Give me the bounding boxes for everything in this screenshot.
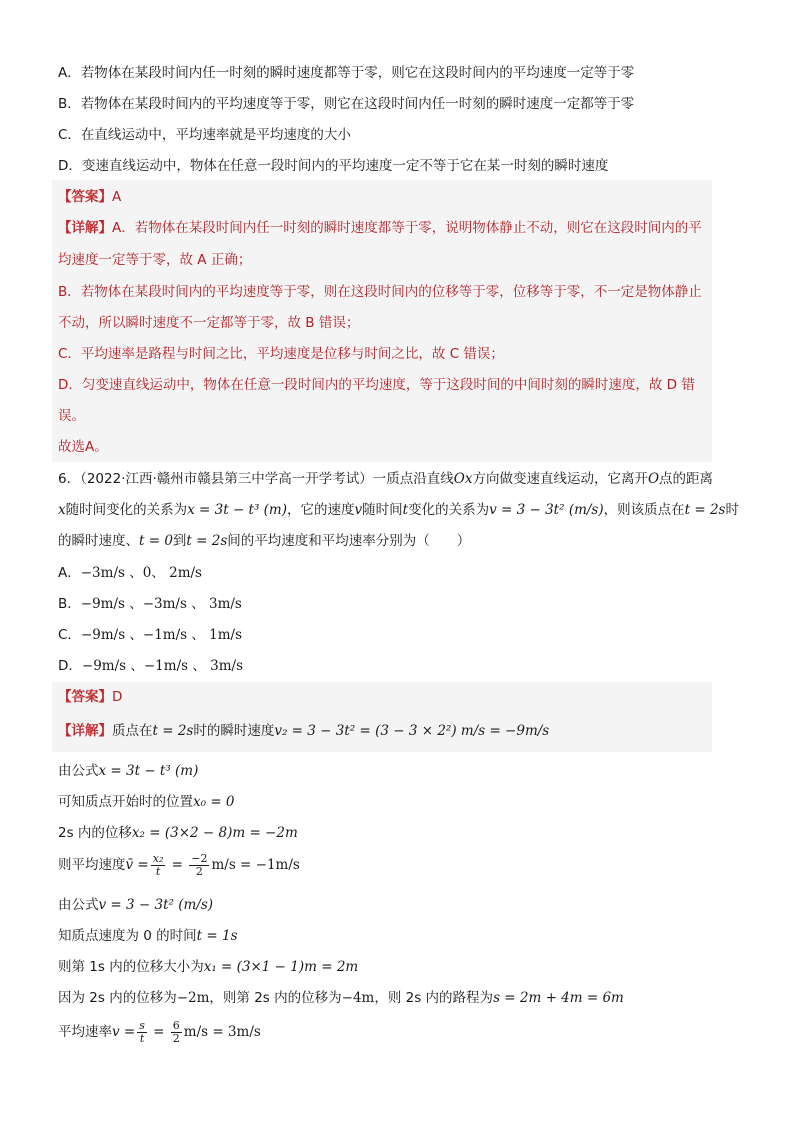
stem-text: 时 [725, 502, 739, 518]
step-text: 因为 2s 内的位移为 [58, 990, 177, 1006]
step-text: 由公式 [58, 897, 99, 913]
fraction-denominator: t [139, 1031, 145, 1045]
q5-detail-a-1 [58, 219, 702, 237]
step-text: 平均速率 [58, 1024, 112, 1040]
q5-detail-a-2: 均速度一定等于零，故 A 正确； [58, 252, 252, 268]
option-value: −9m/s 、−3m/s 、 3m/s [80, 596, 242, 612]
step-text: 则平均速度 [58, 857, 126, 873]
option-label: B． [58, 596, 81, 612]
q6-stem-line2 [58, 501, 739, 519]
fraction-numerator: 6 [172, 1018, 180, 1032]
stem-var: x [58, 502, 66, 518]
q6-option-d [58, 657, 243, 675]
q6-step-6 [58, 927, 238, 945]
detail-tag: 【详解】 [58, 220, 112, 236]
step-formula: v = [112, 1024, 136, 1040]
step-text: 2s 内的位移 [58, 825, 132, 841]
step-formula: = [148, 1024, 169, 1040]
stem-var: t [402, 502, 409, 518]
step-formula: m/s = 3m/s [183, 1024, 261, 1040]
fraction-denominator: t [155, 864, 161, 878]
stem-var: Ox [453, 471, 473, 487]
fraction [189, 853, 209, 878]
option-label: A． [58, 565, 81, 581]
q6-step-3 [58, 824, 298, 842]
answer-value: A [112, 189, 122, 205]
stem-text: 点的距离 [659, 471, 714, 487]
q6-answer-block [52, 682, 712, 752]
q5-detail-b-2: 不动，所以瞬时速度不一定都等于零，故 B 错误； [58, 315, 360, 331]
q6-step-8 [58, 989, 624, 1007]
q5-detail-b-1: B．若物体在某段时间内的平均速度等于零，则在这段时间内的位移等于零，位移等于零，不一定是物体静止 [58, 284, 702, 300]
stem-text: ，则该质点在 [603, 502, 685, 518]
stem-text: 变化的关系为 [408, 502, 490, 518]
stem-text: 方向做变速直线运动，它离开 [472, 471, 648, 487]
step-formula: x₀ = 0 [193, 794, 235, 810]
stem-formula: x = 3t − t³ (m) [187, 502, 288, 518]
option-value: −3m/s 、0、 2m/s [80, 565, 202, 581]
detail-tag: 【详解】 [58, 723, 112, 739]
detail-formula: v₂ = 3 − 3t² = (3 − 3 × 2²) m/s = −9m/s [274, 723, 550, 739]
option-label: C． [58, 627, 81, 643]
step-formula: x₁ = (3×1 − 1)m = 2m [203, 959, 359, 975]
step-formula: −4m [341, 990, 375, 1006]
q6-option-a [58, 564, 202, 582]
stem-formula: t = 0 [139, 533, 173, 549]
detail-formula: t = 2s [152, 723, 194, 739]
step-formula: −2m [176, 990, 210, 1006]
detail-text: 质点在 [112, 723, 153, 739]
q6-stem-line1 [58, 470, 713, 488]
detail-text: 时的瞬时速度 [193, 723, 275, 739]
step-formula: t = 1s [196, 928, 238, 944]
step-formula: x = 3t − t³ (m) [98, 763, 199, 779]
stem-formula: t = 2s [186, 533, 228, 549]
step-text: 则第 1s 内的位移大小为 [58, 959, 204, 975]
stem-text: ，它的速度 [287, 502, 355, 518]
q6-step-1 [58, 762, 198, 780]
q6-step-2 [58, 793, 235, 811]
fraction-denominator: 2 [195, 864, 203, 878]
q6-option-b [58, 595, 242, 613]
q6-step-5 [58, 896, 213, 914]
stem-text: 随时间变化的关系为 [65, 502, 188, 518]
step-text: ，则 2s 内的路程为 [374, 990, 494, 1006]
option-label: D． [58, 658, 82, 674]
fraction [171, 1020, 182, 1045]
answer-value: D [112, 689, 123, 705]
q5-option-a: A．若物体在某段时间内任一时刻的瞬时速度都等于零，则它在这段时间内的平均速度一定等于零 [58, 65, 635, 81]
detail-text: A．若物体在某段时间内任一时刻的瞬时速度都等于零，说明物体静止不动，则它在这段时间内的平 [112, 220, 702, 236]
step-formula: v = 3 − 3t² (m/s) [98, 897, 214, 913]
step-formula: s = 2m + 4m = 6m [493, 990, 624, 1006]
q5-detail-c: C．平均速率是路程与时间之比，平均速度是位移与时间之比，故 C 错误； [58, 346, 504, 362]
stem-formula: t = 2s [684, 502, 726, 518]
step-text: 可知质点开始时的位置 [58, 794, 193, 810]
fraction [151, 853, 166, 878]
fraction-denominator: 2 [172, 1031, 180, 1045]
q5-detail-d-1: D．匀变速直线运动中，物体在任意一段时间内的平均速度，等于这段时间的中间时刻的瞬时速度，故 D 错 [58, 377, 695, 393]
fraction-numerator: −2 [191, 851, 208, 865]
stem-text: 随时间 [362, 502, 403, 518]
q5-option-b: B．若物体在某段时间内的平均速度等于零，则它在这段时间内任一时刻的瞬时速度一定都等于零 [58, 96, 635, 112]
step-text: 知质点速度为 0 的时间 [58, 928, 197, 944]
q5-conclusion: 故选A。 [58, 439, 108, 455]
stem-text: 的瞬时速度、 [58, 533, 139, 549]
step-formula: v̄ = [125, 857, 149, 873]
q6-option-c [58, 626, 242, 644]
answer-tag: 【答案】 [58, 189, 112, 205]
stem-var: v [354, 502, 363, 518]
q6-step-9 [58, 1019, 261, 1045]
q6-step-7 [58, 958, 358, 976]
fraction-numerator: x₂ [152, 851, 164, 865]
option-value: −9m/s 、−1m/s 、 1m/s [80, 627, 243, 643]
step-formula: x₂ = (3×2 − 8)m = −2m [131, 825, 298, 841]
stem-var: O [647, 471, 660, 487]
q5-option-c: C．在直线运动中，平均速率就是平均速度的大小 [58, 127, 351, 143]
step-formula: m/s = −1m/s [211, 857, 300, 873]
q5-answer [58, 188, 121, 206]
step-text: 由公式 [58, 763, 99, 779]
q6-stem-line3 [58, 532, 470, 550]
q6-detail-1 [58, 722, 549, 740]
q5-detail-d-2: 误。 [58, 408, 85, 424]
stem-text: 到 [172, 533, 187, 549]
step-formula: = [167, 857, 188, 873]
q5-option-d: D．变速直线运动中，物体在任意一段时间内的平均速度一定不等于它在某一时刻的瞬时速度 [58, 158, 609, 174]
option-value: −9m/s 、−1m/s 、 3m/s [81, 658, 244, 674]
fraction-numerator: s [139, 1018, 145, 1032]
stem-formula: v = 3 − 3t² (m/s) [489, 502, 604, 518]
fraction [137, 1020, 147, 1045]
q6-step-4 [58, 852, 300, 878]
stem-text: 间的平均速度和平均速率分别为（ ） [227, 533, 471, 549]
q6-answer [58, 688, 122, 706]
step-text: ，则第 2s 内的位移为 [209, 990, 342, 1006]
answer-tag: 【答案】 [58, 689, 112, 705]
stem-text: 6．（2022·江西·赣州市赣县第三中学高一开学考试）一质点沿直线 [58, 471, 454, 487]
